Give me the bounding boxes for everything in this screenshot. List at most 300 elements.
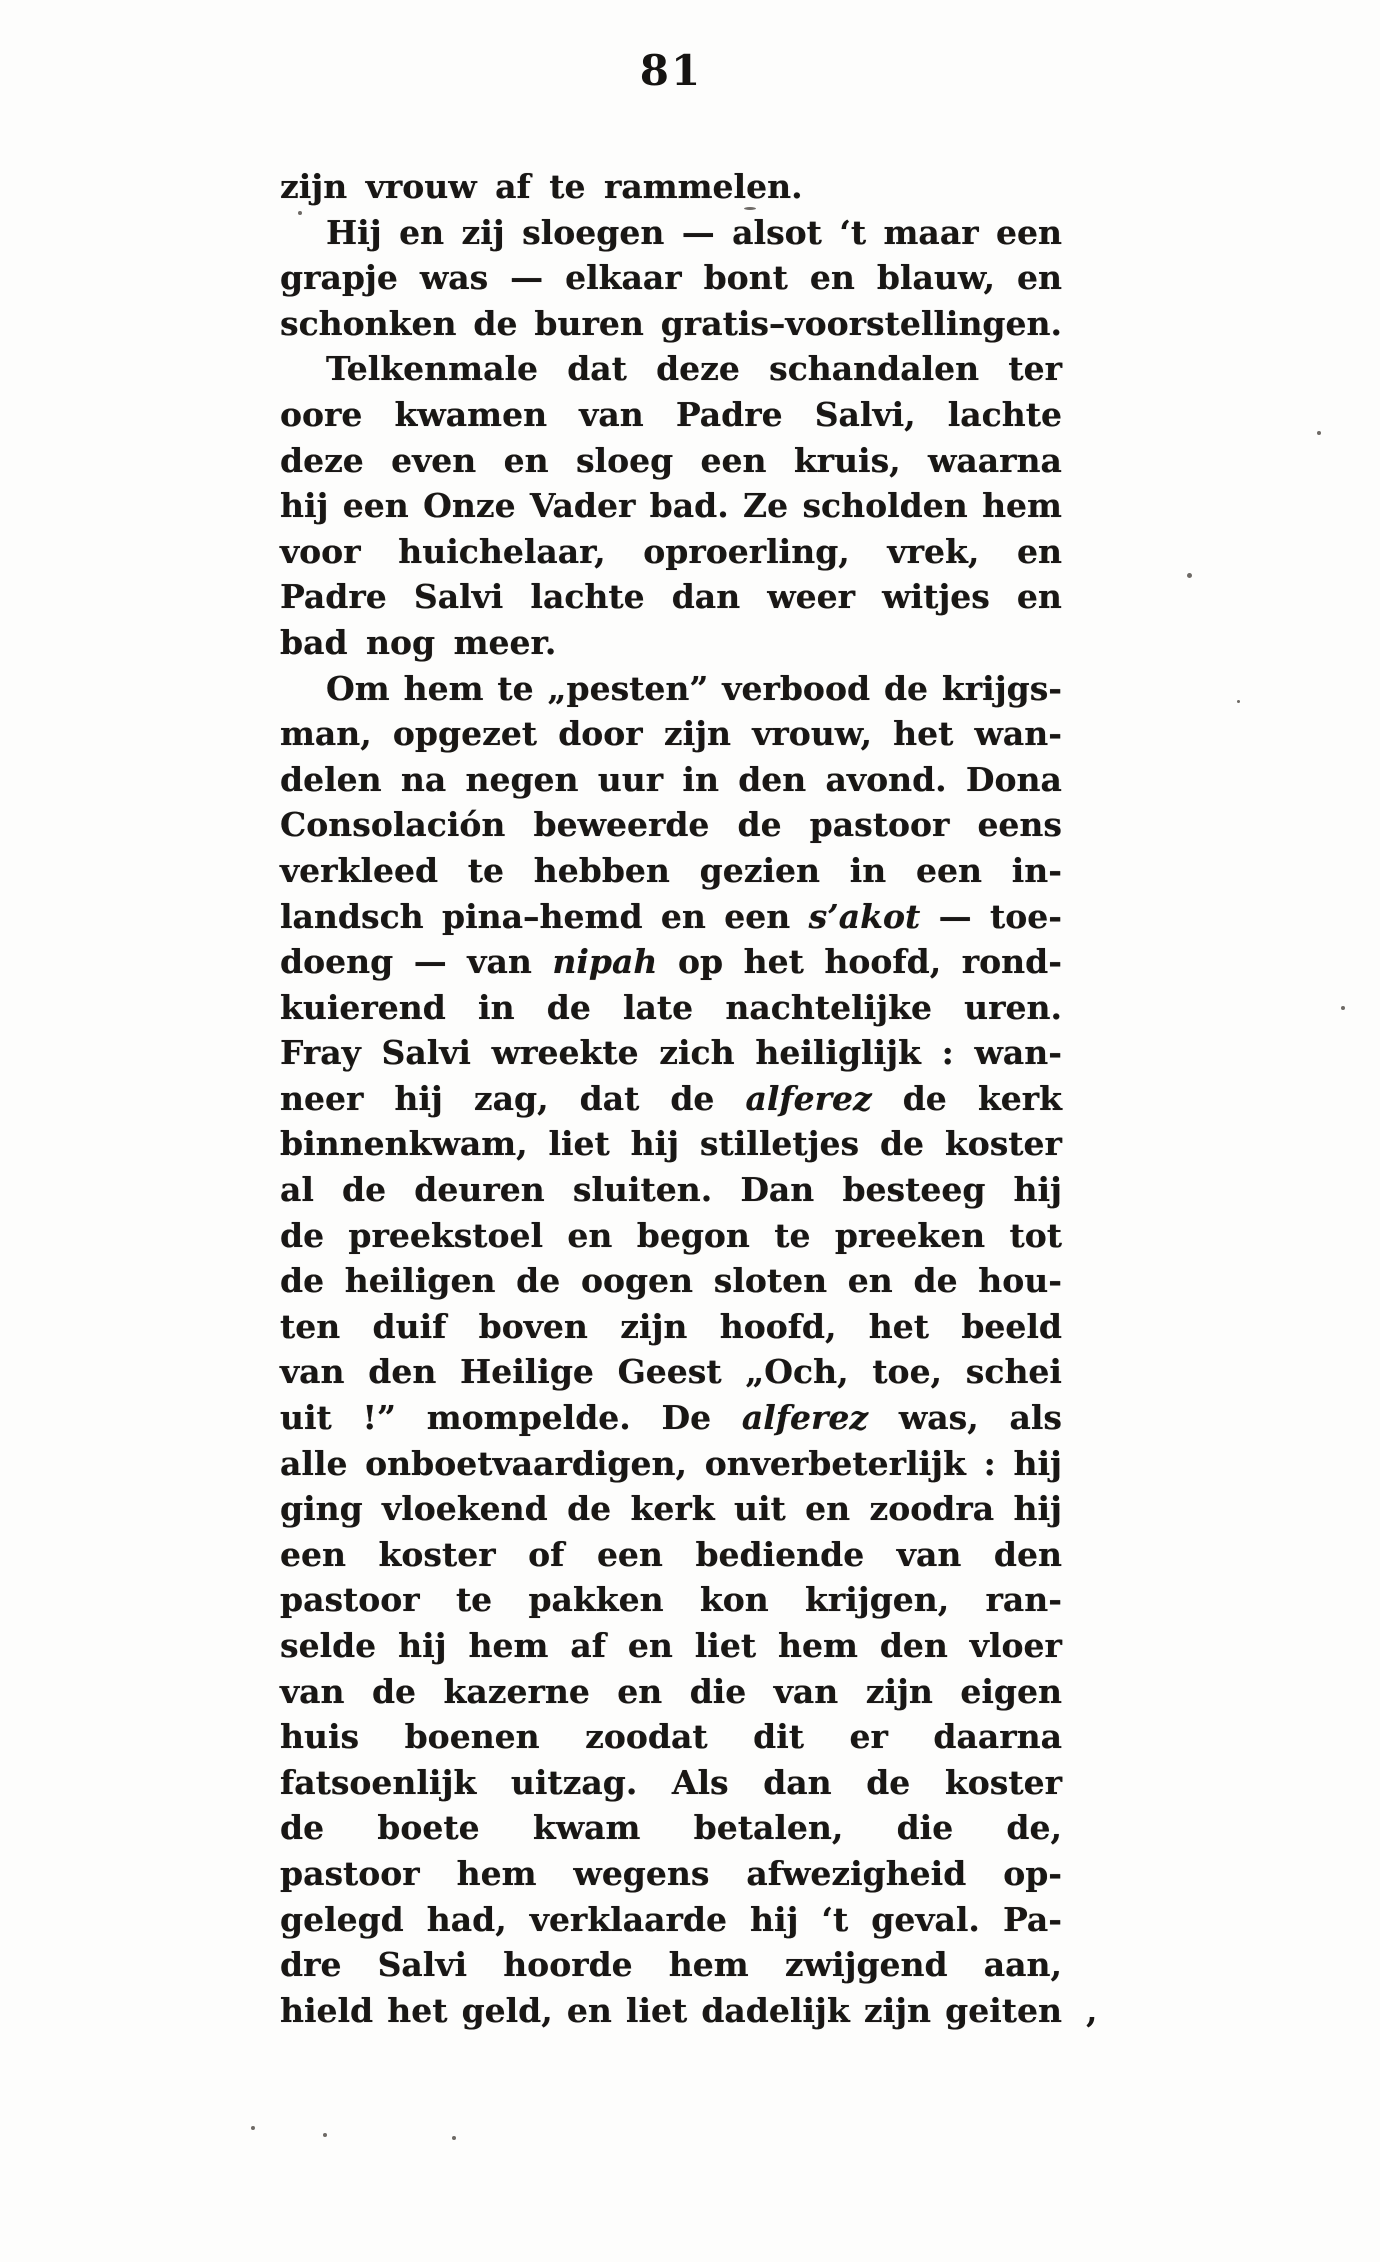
- word: en: [503, 440, 549, 480]
- word: !”: [362, 1398, 396, 1438]
- word: van: [467, 942, 532, 982]
- word: deuren: [414, 1170, 545, 1210]
- word: kazerne: [443, 1671, 590, 1711]
- word: als: [1009, 1398, 1062, 1438]
- word: in: [478, 987, 515, 1027]
- word: sloeg: [575, 440, 674, 480]
- word: hij: [398, 1626, 447, 1665]
- word: wreekte: [491, 1033, 639, 1073]
- word: na: [400, 759, 447, 799]
- word: Fray: [280, 1033, 361, 1073]
- word: toe,: [872, 1352, 943, 1392]
- word: en: [617, 1671, 663, 1711]
- word: kwam: [532, 1808, 641, 1848]
- word: van: [280, 1671, 345, 1711]
- word: beeld: [961, 1306, 1062, 1346]
- word: uit: [733, 1489, 786, 1529]
- text-line: [280, 529, 1062, 575]
- ink-speck: [1341, 1006, 1345, 1010]
- text-line: [280, 210, 1062, 256]
- word: bont: [703, 258, 788, 298]
- word: neer: [280, 1078, 364, 1118]
- word: heiliglijk: [755, 1033, 921, 1073]
- word: vrek,: [887, 531, 980, 571]
- ink-speck: [1317, 431, 1321, 435]
- text-line: [280, 1167, 1062, 1213]
- word: de: [280, 1215, 325, 1255]
- text-line: [280, 1851, 1062, 1897]
- word: Consolación: [280, 805, 506, 845]
- word: „pesten”: [547, 668, 709, 708]
- word: den: [368, 1352, 437, 1392]
- paragraph: [280, 210, 1062, 347]
- word: Padre: [675, 394, 783, 434]
- word: scholden: [802, 486, 968, 526]
- text-line: [280, 711, 1062, 757]
- word: was,: [898, 1398, 979, 1438]
- word: wegens: [573, 1853, 710, 1893]
- word: en: [809, 258, 855, 298]
- text-line: [280, 1805, 1062, 1851]
- word: en: [399, 212, 445, 252]
- word: kruis,: [793, 440, 901, 480]
- word: de: [879, 1124, 925, 1164]
- text-block: [280, 164, 1062, 2033]
- word: zijn: [865, 1671, 933, 1711]
- text-line: [280, 1942, 1062, 1988]
- text-line: [280, 1532, 1062, 1578]
- word: tot: [1009, 1215, 1062, 1255]
- text-line: [280, 483, 1062, 529]
- word: elkaar: [565, 258, 682, 298]
- word: krijgen,: [805, 1580, 950, 1620]
- word: door: [558, 714, 643, 754]
- word: te: [467, 850, 505, 890]
- word: Salvi: [413, 577, 504, 617]
- word: waarna: [928, 440, 1062, 480]
- word: stilletjes: [699, 1124, 860, 1164]
- word: koster: [944, 1762, 1062, 1802]
- word: pastoor: [809, 805, 950, 845]
- word: besteeg: [842, 1170, 986, 1210]
- word: de,: [1006, 1808, 1062, 1848]
- word: een: [700, 440, 767, 480]
- word: koster: [378, 1534, 496, 1574]
- italic-word: alferez: [745, 1078, 872, 1118]
- word: beweerde: [533, 805, 710, 845]
- word: pakken: [528, 1580, 664, 1620]
- word: het: [893, 714, 954, 754]
- text-line: [280, 1258, 1062, 1304]
- text-line: [280, 1304, 1062, 1350]
- word: hij: [1013, 1489, 1062, 1529]
- text-line: [280, 802, 1062, 848]
- word: boete: [377, 1808, 480, 1848]
- word: den: [993, 1534, 1062, 1574]
- word: schei: [965, 1352, 1062, 1392]
- word: Vader: [529, 486, 636, 526]
- word: heiligen: [344, 1261, 496, 1301]
- word: alsot: [732, 212, 822, 252]
- word: te: [455, 1580, 493, 1620]
- word: opgezet: [392, 714, 538, 754]
- word: hem: [468, 1626, 549, 1665]
- word: kuierend: [280, 987, 446, 1027]
- word: Dona: [965, 759, 1062, 799]
- word: voor: [280, 531, 361, 571]
- word: uren.: [964, 987, 1062, 1027]
- word: de: [883, 668, 929, 708]
- word: Onze: [423, 486, 516, 526]
- word: deze: [656, 349, 740, 389]
- word: begon: [636, 1215, 750, 1255]
- word: de: [902, 1078, 947, 1118]
- ink-speck: [323, 2133, 327, 2137]
- word: hem: [403, 668, 484, 708]
- word: de: [371, 1671, 417, 1711]
- word: en: [1016, 531, 1062, 571]
- word: en: [627, 1626, 673, 1665]
- word: hij: [280, 486, 329, 526]
- text-line: [280, 1213, 1062, 1259]
- text-line: [280, 1623, 1062, 1669]
- word: geiten: [945, 1990, 1062, 2030]
- text-line: [280, 894, 1062, 940]
- word: de: [737, 805, 782, 845]
- word: van: [773, 1671, 839, 1711]
- word: maar: [883, 212, 979, 252]
- word: „Och,: [745, 1352, 849, 1392]
- word: sloten: [713, 1261, 828, 1301]
- word: koster: [944, 1124, 1062, 1164]
- stray-ink-comma: ,: [1086, 1991, 1098, 2030]
- word: in-: [1011, 850, 1062, 890]
- word: dit: [753, 1717, 804, 1757]
- word: uit: [280, 1398, 332, 1438]
- text-line: [280, 1669, 1062, 1715]
- text-line: [280, 1714, 1062, 1760]
- word: en: [805, 1489, 851, 1529]
- word: delen: [280, 759, 382, 799]
- word: geval.: [871, 1899, 980, 1939]
- word: hield: [280, 1990, 374, 2030]
- word: Salvi,: [814, 394, 916, 434]
- word: den: [738, 759, 807, 799]
- word: dat: [567, 349, 627, 389]
- word: van: [280, 1352, 345, 1392]
- word: en: [1016, 577, 1062, 617]
- word: doeng: [280, 942, 394, 982]
- word: en: [1017, 258, 1062, 298]
- word: —: [681, 212, 715, 252]
- word: dan: [763, 1762, 832, 1802]
- text-line: [280, 1988, 1062, 2034]
- word: vrouw,: [752, 714, 872, 754]
- word: de: [280, 1261, 325, 1301]
- word: —: [413, 942, 447, 982]
- text-line: [280, 1486, 1062, 1532]
- word: een: [280, 1534, 346, 1574]
- word: duif: [372, 1306, 447, 1346]
- text-line: [280, 757, 1062, 803]
- word: te: [774, 1215, 811, 1255]
- word: late: [623, 987, 694, 1027]
- word: hij: [749, 1899, 799, 1939]
- word: gezien: [699, 850, 820, 890]
- word: toe-: [990, 896, 1062, 936]
- word: sluiten.: [572, 1170, 713, 1210]
- word: huichelaar,: [398, 531, 606, 571]
- word: hem: [777, 1626, 858, 1665]
- italic-word: s’akot: [808, 896, 921, 936]
- word: boenen: [404, 1717, 540, 1757]
- word: de: [567, 1489, 612, 1529]
- word: er: [849, 1717, 888, 1757]
- word: in: [682, 759, 719, 799]
- text-line: [280, 1349, 1062, 1395]
- word: eigen: [960, 1671, 1062, 1711]
- word: zijn: [620, 1306, 688, 1346]
- word: vloer: [969, 1626, 1062, 1665]
- word: op: [677, 942, 724, 982]
- text-line: [280, 848, 1062, 894]
- word: blauw,: [876, 258, 996, 298]
- word: een: [916, 850, 983, 890]
- word: hem: [982, 486, 1062, 526]
- word: de: [342, 1170, 387, 1210]
- word: dre: [280, 1945, 342, 1985]
- word: wan-: [974, 714, 1062, 754]
- word: aan,: [983, 1945, 1062, 1985]
- word: liet: [694, 1626, 757, 1665]
- word: ran-: [985, 1580, 1062, 1620]
- word: sloegen: [522, 212, 665, 252]
- word: en: [847, 1261, 893, 1301]
- word: een: [996, 212, 1062, 252]
- text-line: [280, 1076, 1062, 1122]
- word: negen: [465, 759, 579, 799]
- word: schandalen: [769, 349, 980, 389]
- word: en: [566, 1990, 612, 2030]
- word: op-: [1003, 1853, 1062, 1893]
- word: de: [913, 1261, 958, 1301]
- paragraph: [280, 346, 1062, 665]
- word: kerk: [977, 1078, 1062, 1118]
- word: grapje: [280, 258, 398, 298]
- text-line: [280, 392, 1062, 438]
- word: Salvi: [377, 1945, 468, 1985]
- word: hij: [1013, 1443, 1062, 1483]
- word: preekstoel: [348, 1215, 544, 1255]
- ink-speck: [452, 2136, 456, 2140]
- word: eens: [977, 805, 1062, 845]
- text-line: [280, 164, 1062, 210]
- word: van: [579, 394, 644, 434]
- word: oproerling,: [643, 531, 850, 571]
- word: krijgs-: [941, 668, 1062, 708]
- word: van: [896, 1534, 962, 1574]
- word: Heilige: [460, 1352, 594, 1392]
- word: hij: [394, 1078, 443, 1118]
- word: deze: [280, 440, 364, 480]
- word: kerk: [630, 1489, 715, 1529]
- text-line: [280, 301, 1062, 347]
- word: Telkenmale: [326, 349, 538, 389]
- word: kon: [699, 1580, 769, 1620]
- text-line: [280, 438, 1062, 484]
- word: hem: [668, 1945, 749, 1985]
- word: pastoor: [280, 1580, 420, 1620]
- word: pina–hemd: [442, 896, 643, 936]
- word: bediende: [695, 1534, 865, 1574]
- word: hoorde: [503, 1945, 633, 1985]
- word: oogen: [580, 1261, 694, 1301]
- ink-speck: [1187, 573, 1192, 578]
- word: Dan: [740, 1170, 815, 1210]
- word: binnenkwam,: [280, 1124, 528, 1164]
- word: zijn: [863, 1990, 932, 2030]
- word: uitzag.: [510, 1762, 638, 1802]
- italic-word: nipah: [552, 942, 658, 982]
- word: onboetvaardigen,: [365, 1443, 687, 1483]
- italic-word: alferez: [741, 1398, 869, 1438]
- word: geld,: [461, 1990, 553, 2030]
- word: zag,: [473, 1078, 549, 1118]
- word: een: [596, 1534, 663, 1574]
- text-line: [280, 255, 1062, 301]
- text-line: [280, 985, 1062, 1031]
- word: avond.: [825, 759, 947, 799]
- word: hoofd,: [719, 1306, 837, 1346]
- word: liet: [625, 1990, 688, 2030]
- word: dat: [579, 1078, 640, 1118]
- word: Salvi: [381, 1033, 471, 1073]
- word: zich: [659, 1033, 735, 1073]
- word: hij: [630, 1124, 680, 1164]
- word: zwijgend: [784, 1945, 948, 1985]
- word: het: [743, 942, 804, 982]
- word: lachte: [530, 577, 645, 617]
- word: Pa-: [1002, 1899, 1062, 1939]
- word: zoodra: [869, 1489, 995, 1529]
- word: die: [896, 1808, 954, 1848]
- word: De: [661, 1398, 712, 1438]
- word: man,: [280, 714, 372, 754]
- word: en: [660, 896, 706, 936]
- text-line: [280, 1577, 1062, 1623]
- word: dadelijk: [701, 1990, 850, 2030]
- word: hoofd,: [824, 942, 942, 982]
- word: den: [879, 1626, 948, 1665]
- word: Hij: [326, 212, 382, 252]
- word: ging: [280, 1489, 363, 1529]
- word: en: [567, 1215, 613, 1255]
- word: onverbeterlijk: [704, 1443, 966, 1483]
- word: Als: [671, 1762, 729, 1802]
- word: even: [391, 440, 477, 480]
- word: landsch: [280, 896, 424, 936]
- word: :: [941, 1033, 954, 1073]
- word: kwamen: [394, 394, 548, 434]
- word: hij: [1013, 1170, 1062, 1210]
- word: af: [570, 1626, 606, 1665]
- text-line: [280, 666, 1062, 712]
- text-line: [280, 346, 1062, 392]
- word: afwezigheid: [746, 1853, 967, 1893]
- word: de: [866, 1762, 911, 1802]
- word: de: [546, 987, 591, 1027]
- word: ten: [280, 1306, 341, 1346]
- word: huis: [280, 1717, 360, 1757]
- word: een: [724, 896, 791, 936]
- word: Om: [326, 668, 390, 708]
- word: hou-: [978, 1261, 1062, 1301]
- word: boven: [478, 1306, 588, 1346]
- text-line: [280, 1760, 1062, 1806]
- word: schonken: [280, 303, 457, 343]
- text-line: [280, 620, 1062, 666]
- word: de: [280, 1808, 325, 1848]
- word: te: [497, 668, 534, 708]
- text-line: [280, 939, 1062, 985]
- word: weer: [767, 577, 856, 617]
- text-line: [280, 1395, 1062, 1441]
- word: had,: [426, 1899, 507, 1939]
- word: buren: [534, 303, 644, 343]
- word: rond-: [961, 942, 1062, 982]
- word: in: [849, 850, 887, 890]
- word: de: [670, 1078, 715, 1118]
- text-run: zijn vrouw af te rammelen.: [280, 167, 803, 206]
- word: Padre: [280, 577, 387, 617]
- paragraph: [280, 164, 1062, 210]
- word: de: [473, 303, 518, 343]
- word: betalen,: [693, 1808, 844, 1848]
- word: wan-: [974, 1033, 1062, 1073]
- word: gratis–voorstellingen.: [660, 303, 1062, 343]
- word: bad.: [649, 486, 729, 526]
- word: verbood: [722, 668, 871, 708]
- word: selde: [280, 1626, 377, 1665]
- text-line: [280, 1897, 1062, 1943]
- word: hem: [456, 1853, 537, 1893]
- text-line: [280, 1121, 1062, 1167]
- word: die: [689, 1671, 747, 1711]
- word: :: [983, 1443, 996, 1483]
- word: hebben: [533, 850, 670, 890]
- word: daarna: [933, 1717, 1062, 1757]
- word: lachte: [947, 394, 1062, 434]
- word: vloekend: [382, 1489, 548, 1529]
- word: of: [528, 1534, 565, 1574]
- page-number: 81: [639, 46, 703, 95]
- word: Ze: [743, 486, 789, 526]
- ink-speck: [298, 211, 302, 215]
- ink-speck: [744, 207, 756, 210]
- word: mompelde.: [426, 1398, 631, 1438]
- word: alle: [280, 1443, 348, 1483]
- word: preeken: [834, 1215, 986, 1255]
- word: zij: [461, 212, 505, 252]
- text-line: [280, 1441, 1062, 1487]
- word: fatsoenlijk: [280, 1762, 477, 1802]
- word: ter: [1008, 349, 1062, 389]
- word: pastoor: [280, 1853, 420, 1893]
- word: ‘t: [839, 212, 867, 252]
- word: het: [868, 1306, 930, 1346]
- word: zoodat: [585, 1717, 708, 1757]
- word: dan: [671, 577, 741, 617]
